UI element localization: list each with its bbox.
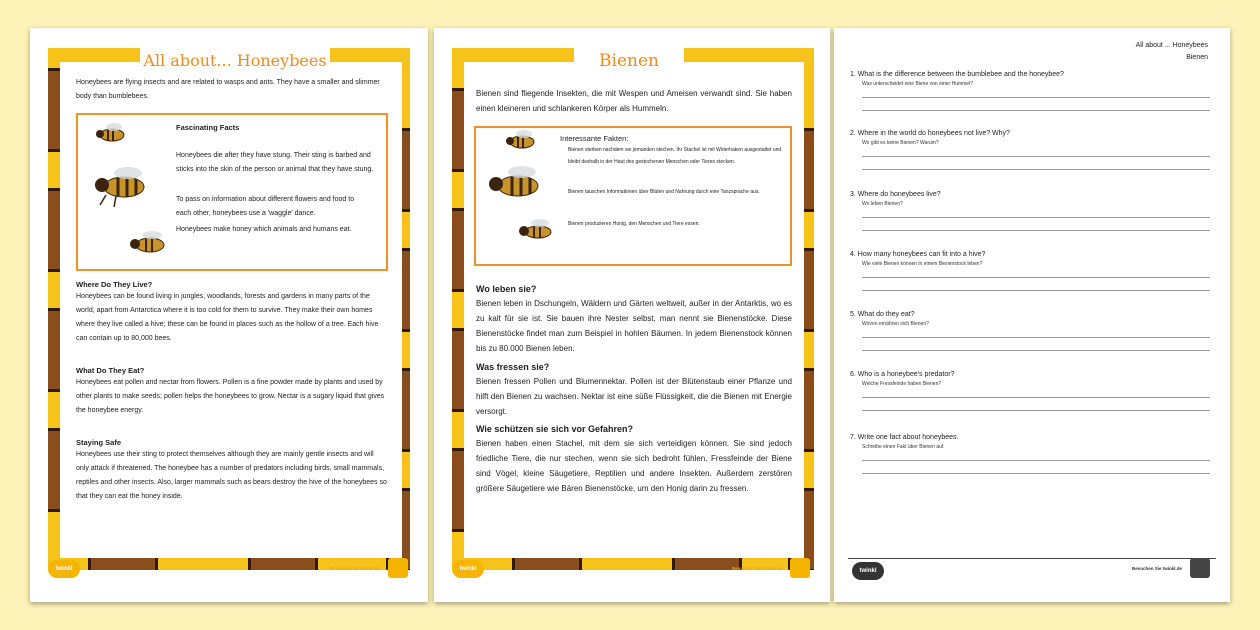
answer-line[interactable] bbox=[862, 110, 1210, 111]
question-translation: Welche Fressfeinde haben Bienen? bbox=[862, 381, 942, 387]
question-text: How many honeybees can fit into a hive? bbox=[857, 251, 986, 258]
section-heading: Staying Safe bbox=[76, 438, 122, 447]
bee-icon bbox=[514, 216, 558, 246]
answer-line[interactable] bbox=[862, 277, 1210, 278]
answer-line[interactable] bbox=[862, 397, 1210, 398]
fact-item: To pass on information about different flowers and food to each other, honeybees use a 'waggle' dance. bbox=[176, 196, 355, 217]
worksheet-questions bbox=[834, 28, 1230, 602]
question-block bbox=[850, 129, 1210, 170]
question-block bbox=[850, 433, 1210, 474]
bee-icon bbox=[124, 227, 172, 261]
section-body: Honeybees use their sting to protect themselves although they are mainly gentle insects and will only attack if threatened. The honeybee has a number of predators including birds, small mammals, reptiles and other insects. Also, larger mammals such as bears destroy the hive of the honeybees so that they can eat the honey inside. bbox=[76, 451, 387, 500]
question-text: What is the difference between the bumblebee and the honeybee? bbox=[857, 71, 1064, 78]
answer-line[interactable] bbox=[862, 230, 1210, 231]
section-body: Bienen haben einen Stachel, mit dem sie sich verteidigen können. Sie sind jedoch friedliche Tiere, die nur stechen, wenn sie sich bedroht fühlen. Fressfeinde der Biene sind Vögel, kleine Säugetiere, Reptilien und andere Insekten. Außerdem zerstören größere Säugetiere wie Bären Bienenstöcke, um den Honig darin zu fressen. bbox=[476, 439, 792, 493]
bee-icon bbox=[86, 161, 156, 209]
worksheet-english bbox=[30, 28, 428, 602]
fact-item: Bienen tauschen Informationen über Blüten und Nahrung durch eine Tanzsprache aus. bbox=[568, 189, 760, 195]
answer-line[interactable] bbox=[862, 169, 1210, 170]
question-translation: Wovon ernähren sich Bienen? bbox=[862, 321, 929, 327]
section-heading: Was fressen sie? bbox=[476, 362, 550, 372]
fact-item: Bienen produzieren Honig, den Menschen und Tiere essen. bbox=[568, 221, 700, 227]
page-title: Bienen bbox=[574, 46, 684, 76]
answer-line[interactable] bbox=[862, 350, 1210, 351]
answer-line[interactable] bbox=[862, 337, 1210, 338]
sheet-header bbox=[1136, 40, 1208, 64]
section-heading: Wo leben sie? bbox=[476, 284, 537, 294]
question-text: Who is a honeybee's predator? bbox=[857, 371, 955, 378]
question-number: 4. bbox=[850, 251, 856, 258]
question-text: What do they eat? bbox=[857, 311, 915, 318]
question-translation: Wo leben Bienen? bbox=[862, 201, 903, 207]
page-title: All about... Honeybees bbox=[140, 46, 330, 76]
answer-line[interactable] bbox=[862, 410, 1210, 411]
section-heading: Where Do They Live? bbox=[76, 280, 153, 289]
question-text: Write one fact about honeybees. bbox=[857, 434, 959, 441]
question-number: 6. bbox=[850, 371, 856, 378]
question-number: 2. bbox=[850, 130, 856, 137]
fact-item: Honeybees make honey which animals and humans eat. bbox=[176, 226, 352, 233]
question-block bbox=[850, 70, 1210, 111]
intro-text: Bienen sind fliegende Insekten, die mit Wespen und Ameisen verwandt sind. Sie haben einen kleineren und schlankeren Körper als Hummeln. bbox=[476, 89, 792, 113]
question-block bbox=[850, 370, 1210, 411]
bee-icon bbox=[502, 128, 542, 152]
section-body: Bienen fressen Pollen und Blumennektar. Pollen ist der Blütenstaub einer Pflanze und hilft den Bienen zu wachsen. Nektar ist eine süße Flüssigkeit, die die Bienen mit Energie versorgt. bbox=[476, 377, 792, 416]
section-body: Honeybees eat pollen and nectar from flowers. Pollen is a fine powder made by plants and used by other plants to make seeds; pollen helps the honeybees to grow. Nectar is a sugary liquid that gives the honeybee energy. bbox=[76, 379, 385, 414]
question-block bbox=[850, 250, 1210, 291]
question-number: 7. bbox=[850, 434, 856, 441]
answer-line[interactable] bbox=[862, 460, 1210, 461]
twinkl-badge-icon bbox=[388, 558, 408, 578]
question-translation: Wo gibt es keine Bienen? Warum? bbox=[862, 140, 939, 146]
answer-line[interactable] bbox=[862, 97, 1210, 98]
section-heading: What Do They Eat? bbox=[76, 366, 145, 375]
question-text: Where in the world do honeybees not live? Why? bbox=[857, 130, 1010, 137]
question-translation: Schreibe einen Fakt über Bienen auf. bbox=[862, 444, 945, 450]
answer-line[interactable] bbox=[862, 473, 1210, 474]
fact-item: Honeybees die after they have stung. Their sting is barbed and sticks into the skin of the person or animal that they have stung. bbox=[176, 152, 374, 173]
question-number: 5. bbox=[850, 311, 856, 318]
fact-item: Bienen sterben nachdem sie jemanden stechen. Ihr Stachel ist mit Widerhaken ausgestattet und bleibt deshalb in der Haut des gestochenen Menschen oder Tieres stecken. bbox=[568, 147, 782, 165]
section-body: Bienen leben in Dschungeln, Wäldern und Gärten weltweit, außer in der Antarktis, wo es zu kalt für sie ist. Sie bauen ihre Nester selbst, man nennt sie Bienenstöcke. Diese Bienenstöcke findet man zum Beispiel in hohlen Bäumen. In jedem Bienenstock können bis zu 80.000 Bienen leben. bbox=[476, 299, 792, 353]
question-block bbox=[850, 310, 1210, 351]
question-translation: Was unterscheidet eine Biene von einer Hummel? bbox=[862, 81, 973, 87]
facts-box bbox=[76, 113, 388, 271]
footer-link[interactable]: Besuchen Sie twinkl.de bbox=[732, 566, 783, 571]
answer-line[interactable] bbox=[862, 290, 1210, 291]
question-number: 1. bbox=[850, 71, 856, 78]
worksheet-german bbox=[434, 28, 830, 602]
header-title: All about ... Honeybees bbox=[1135, 42, 1208, 49]
section-body: Honeybees can be found living in jungles, woodlands, forests and gardens in many parts of the world, apart from Antarctica where it is too cold for them to survive. They make their own homes where they live called a hive; these can be found in places such as the hollow of a tree. Each hive can contain up to 80,000 bees. bbox=[76, 293, 379, 342]
twinkl-badge-icon bbox=[1190, 558, 1210, 578]
twinkl-logo: twinkl bbox=[852, 562, 884, 580]
footer-divider bbox=[848, 558, 1216, 559]
twinkl-logo: twinkl bbox=[48, 560, 80, 578]
intro-text: Honeybees are flying insects and are related to wasps and ants. They have a smaller and slimmer body than bumblebees. bbox=[76, 79, 380, 100]
question-number: 3. bbox=[850, 191, 856, 198]
question-translation: Wie viele Bienen können in einem Bienenstock leben? bbox=[862, 261, 983, 267]
twinkl-logo: twinkl bbox=[452, 560, 484, 578]
question-block bbox=[850, 190, 1210, 231]
answer-line[interactable] bbox=[862, 217, 1210, 218]
twinkl-badge-icon bbox=[790, 558, 810, 578]
bee-icon bbox=[92, 121, 132, 145]
footer-link[interactable]: Besuchen Sie twinkl.de bbox=[330, 566, 381, 571]
header-subtitle: Bienen bbox=[1186, 54, 1208, 61]
section-heading: Wie schützen sie sich vor Gefahren? bbox=[476, 424, 633, 434]
question-text: Where do honeybees live? bbox=[857, 191, 941, 198]
footer-link[interactable]: Besuchen Sie twinkl.de bbox=[1132, 566, 1183, 571]
facts-heading: Fascinating Facts bbox=[176, 123, 240, 132]
facts-heading: Interessante Fakten: bbox=[560, 134, 629, 143]
answer-line[interactable] bbox=[862, 156, 1210, 157]
facts-box bbox=[474, 126, 792, 266]
bee-icon bbox=[480, 160, 550, 208]
